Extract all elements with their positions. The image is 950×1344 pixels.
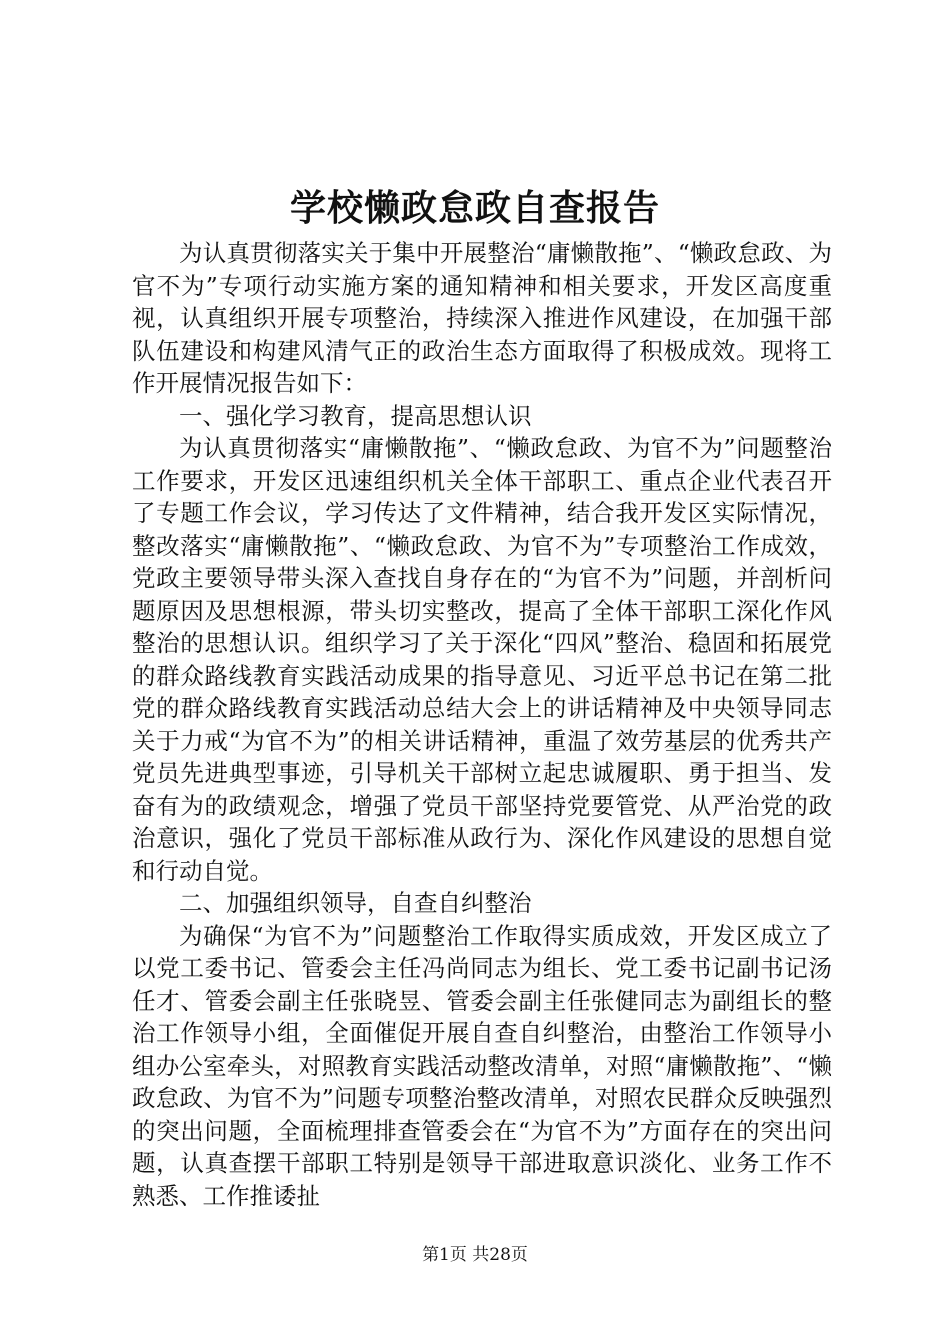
section-heading-1: 一、强化学习教育，提高思想认识 (179, 401, 532, 430)
document-body (132, 237, 832, 1212)
section-1-paragraph: 为认真贯彻落实“庸懒散拖”、“懒政怠政、为官不为”问题整治工作要求，开发区迅速组织机关全体干部职工、重点企业代表召开了专题工作会议，学习传达了文件精神，结合我开发区实际情况，整改落实“庸懒散拖”、“懒政怠政、为官不为”专项整治工作成效，党政主要领导带头深入查找自身存在的“为官不为”问题，并剖析问题原因及思想根源，带头切实整改，提高了全体干部职工深化作风整治的思想认识。组织学习了关于深化“四风”整治、稳固和拓展党的群众路线教育实践活动成果的指导意见、习近平总书记在第二批党的群众路线教育实践活动总结大会上的讲话精神及中央领导同志关于力戒“为官不为”的相关讲话精神，重温了效劳基层的优秀共产党员先进典型事迹，引导机关干部树立起忠诚履职、勇于担当、发奋有为的政绩观念，增强了党员干部坚持党要管党、从严治党的政治意识，强化了党员干部标准从政行为、深化作风建设的思想自觉和行动自觉。 (132, 434, 832, 885)
document-title: 学校懒政怠政自查报告 (289, 187, 660, 229)
page-number: 第1页 共28页 (422, 1245, 528, 1265)
intro-paragraph: 为认真贯彻落实关于集中开展整治“庸懒散拖”、“懒政怠政、为官不为”专项行动实施方案的通知精神和相关要求，开发区高度重视，认真组织开展专项整治，持续深入推进作风建设，在加强干部队伍建设和构建风清气正的政治生态方面取得了积极成效。现将工作开展情况报告如下： (132, 239, 832, 397)
section-2-paragraph: 为确保“为官不为”问题整治工作取得实质成效，开发区成立了以党工委书记、管委会主任冯尚同志为组长、党工委书记副书记汤任才、管委会副主任张晓昱、管委会副主任张健同志为副组长的整治工作领导小组，全面催促开展自查自纠整治，由整治工作领导小组办公室牵头，对照教育实践活动整改清单，对照“庸懒散拖”、“懒政怠政、为官不为”问题专项整治整改清单，对照农民群众反映强烈的突出问题，全面梳理排查管委会在“为官不为”方面存在的突出问题，认真查摆干部职工特别是领导干部进取意识淡化、业务工作不熟悉、工作推诿扯 (132, 921, 832, 1210)
section-heading-2: 二、加强组织领导，自查自纠整治 (179, 889, 532, 917)
